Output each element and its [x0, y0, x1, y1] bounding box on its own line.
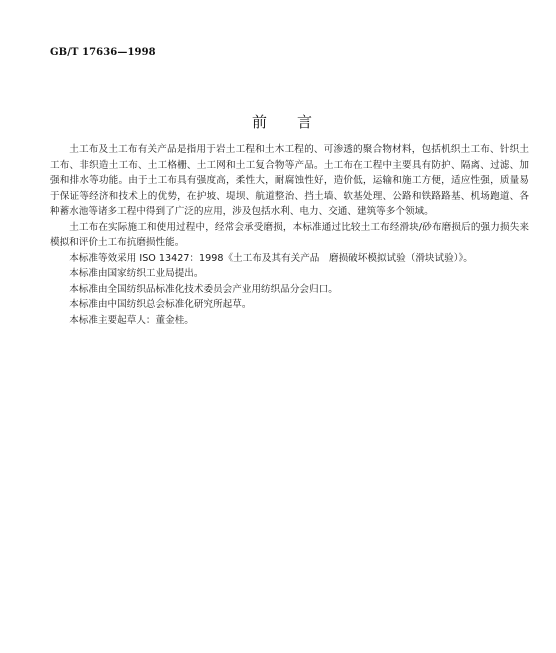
paragraph-committee: 本标准由全国纺织品标准化技术委员会产业用纺织品分会归口。 — [69, 283, 338, 295]
paragraph-drafting-unit: 本标准由中国纺织总会标准化研究所起草。 — [69, 299, 252, 310]
page-title: 前 言 — [251, 113, 312, 131]
paragraph-intro: 土工布及土工布有关产品是指用于岩土工程和土木工程的、可渗透的聚合物材料，包括机织土工布、针织土工布、非织造土工布、土工格栅、土工网和土工复合物等产品。土工布在工程中主要具有防护、隔离、过滤、加强和排水等功能。由于土工布具有强度高，柔性大，耐腐蚀性好，造价低，运输和施工方便，适应性强，质量易于保证等经济和技术上的优势，在护坡、堤坝、航道整治、挡土墙、软基处理、公路和铁路路基、机场跑道、各种蓄水池等诸多工程中得到了广泛的应用，涉及包括水利、电力、交通、建筑等多个领域。 — [50, 144, 529, 217]
paragraph-iso-equivalence: 本标准等效采用 ISO 13427：1998《土工布及其有关产品 磨损破坏模拟试验（滑块试验）》。 — [69, 252, 473, 264]
standard-code: GB/T 17636—1998 — [50, 47, 156, 58]
paragraph-drafter: 本标准主要起草人：董金桂。 — [69, 314, 194, 326]
foreword-body — [50, 142, 529, 328]
paragraph-abrasion: 土工布在实际施工和使用过程中，经常会承受磨损，本标准通过比较土工布经滑块/砂布磨损后的强力损失来模拟和评价土工布抗磨损性能。 — [50, 221, 529, 248]
paragraph-proposer: 本标准由国家纺织工业局提出。 — [69, 268, 204, 279]
